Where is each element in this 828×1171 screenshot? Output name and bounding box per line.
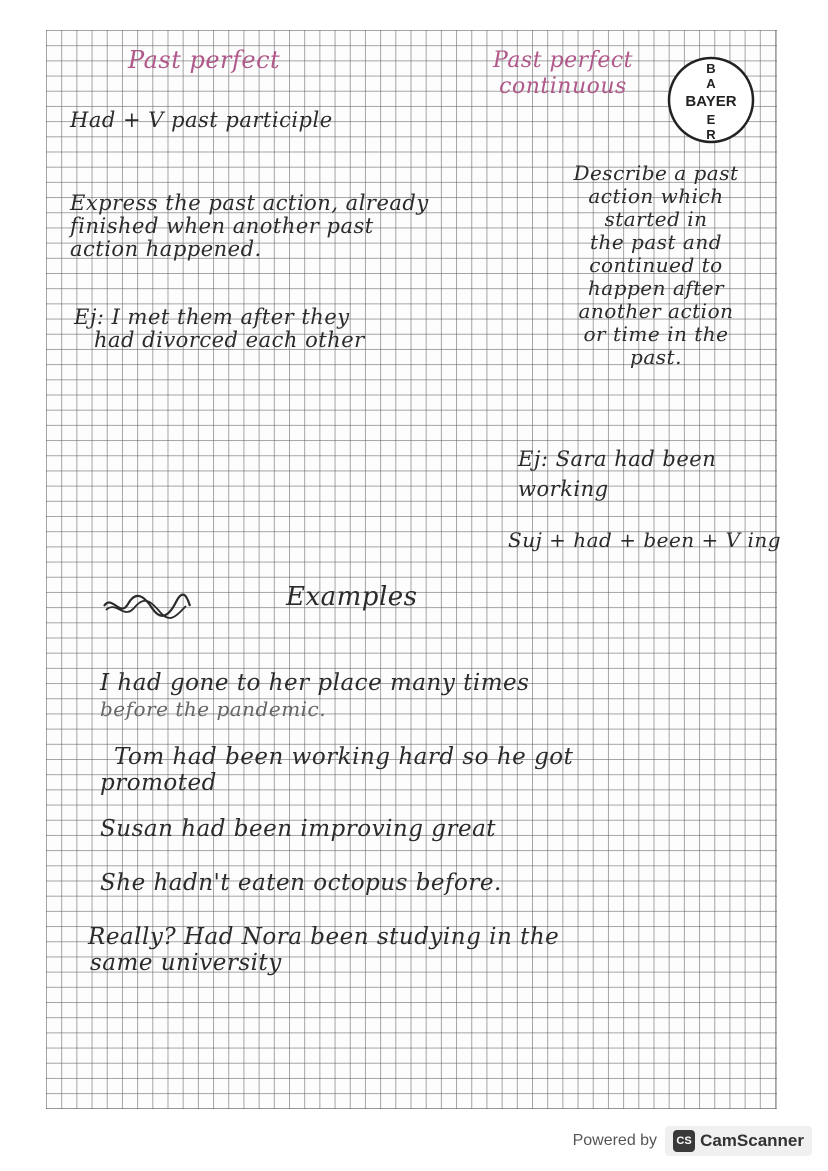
powered-by-label: Powered by	[572, 1132, 658, 1149]
past-perfect-example	[74, 306, 365, 352]
bayer-logo	[666, 52, 756, 148]
past-perfect-example-line: Ej: I met them after they	[74, 305, 350, 329]
example-sentence: Tom had been working hard so he got	[114, 744, 574, 770]
past-perfect-description-line: action happened.	[70, 237, 262, 261]
past-perfect-example-line: had divorced each other	[94, 328, 365, 352]
examples-sentences	[88, 670, 574, 976]
camscanner-watermark	[573, 1123, 812, 1159]
past-perfect-description-line: Express the past action, already	[70, 191, 429, 215]
past-perfect-continuous-description	[528, 162, 784, 369]
ppc-description-line: started in	[604, 207, 708, 231]
bayer-logo-letter-e: E	[706, 112, 716, 127]
ppc-description-line: another action	[578, 299, 734, 323]
bayer-logo-letter-r: R	[706, 127, 716, 142]
ppc-description-line: past.	[630, 345, 682, 369]
past-perfect-description	[70, 192, 429, 261]
example-sentence: same university	[90, 950, 282, 976]
bayer-logo-letter-b: B	[706, 61, 716, 76]
heading-past-perfect-continuous: Past perfect continuous	[493, 48, 633, 99]
camscanner-name: CamScanner	[700, 1131, 804, 1150]
example-sentence: She hadn't eaten octopus before.	[100, 870, 502, 896]
ppc-example-line: Ej: Sara had been	[518, 447, 717, 471]
bayer-logo-word: BAYER	[685, 93, 737, 110]
example-sentence: promoted	[100, 770, 217, 796]
ppc-description-line: action which	[588, 184, 724, 208]
past-perfect-description-line: finished when another past	[70, 214, 374, 238]
ppc-description-line: or time in the	[583, 322, 729, 346]
ppc-description-line: the past and	[589, 230, 723, 254]
camscanner-icon: CS	[673, 1130, 695, 1152]
ppc-description-line: continued to	[589, 253, 723, 277]
ppc-description-line: happen after	[587, 276, 725, 300]
example-sentence: Susan had been improving great	[100, 816, 497, 842]
heading-past-perfect: Past perfect	[128, 46, 281, 74]
ppc-example-line: working	[518, 477, 609, 501]
example-sentence: Really? Had Nora been studying in the	[88, 924, 560, 950]
scribble-mark	[102, 592, 192, 612]
past-perfect-continuous-formula: Suj + had + been + V ing	[508, 528, 782, 552]
example-sentence: I had gone to her place many times	[100, 670, 530, 696]
ppc-description-line: Describe a past	[573, 161, 739, 185]
example-sentence: before the pandemic.	[100, 697, 327, 721]
past-perfect-formula: Had + V past participle	[70, 108, 333, 132]
camscanner-badge	[665, 1126, 812, 1156]
past-perfect-continuous-example	[518, 444, 716, 504]
bayer-logo-letter-a: A	[706, 76, 716, 91]
examples-title: Examples	[286, 582, 418, 612]
scribble-icon	[102, 592, 192, 622]
